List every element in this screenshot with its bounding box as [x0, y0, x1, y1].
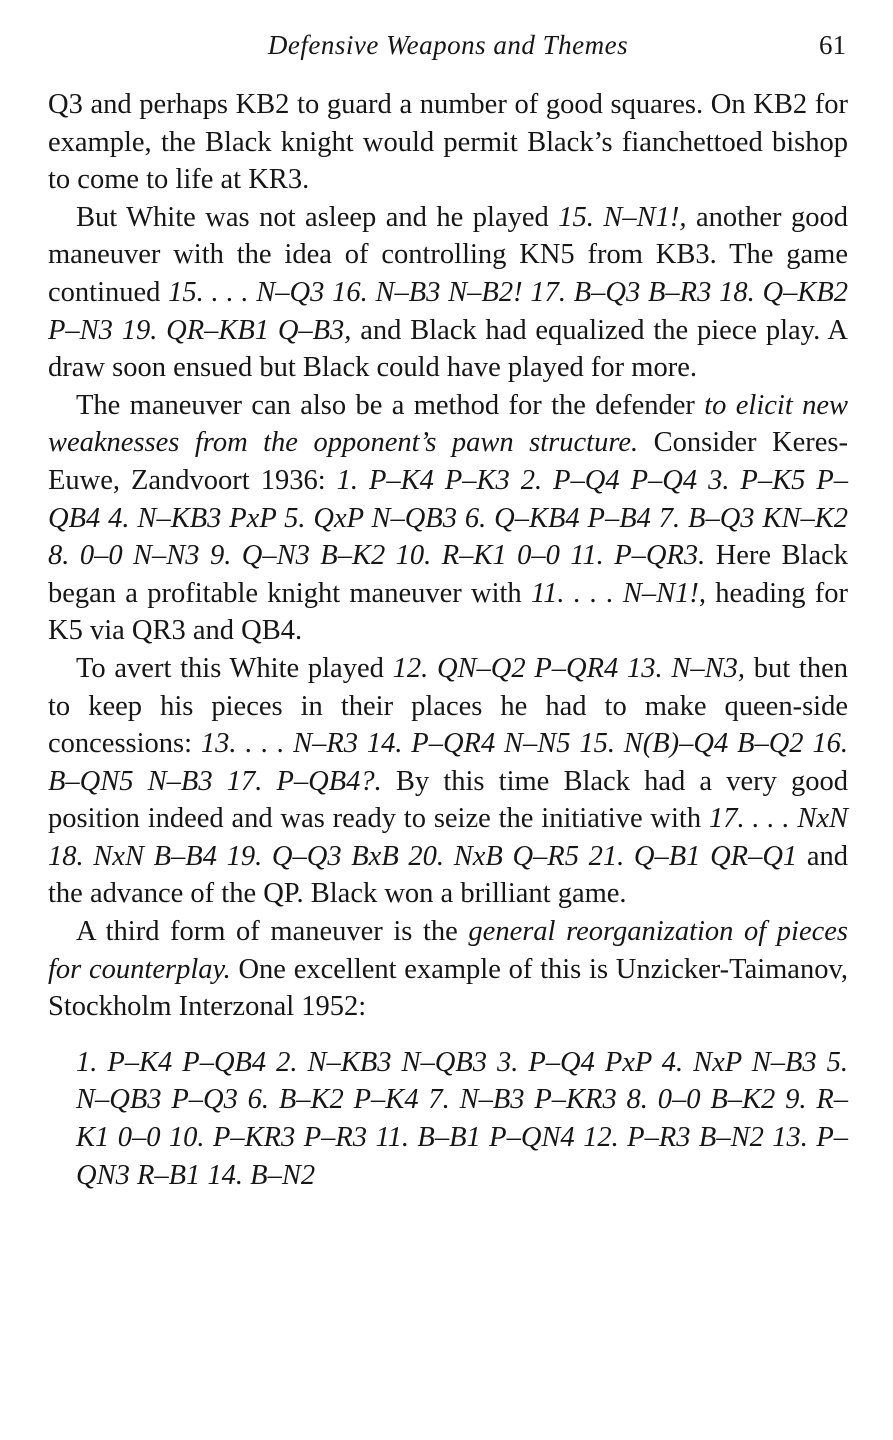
text-run: Q3 and perhaps KB2 to guard a number of good squares. On KB2 for example, the Black knight would permit Black’s fianchettoed bishop to come to life at KR3.	[48, 89, 848, 196]
paragraph-3	[48, 387, 848, 650]
move-notation: 15. . . . N–Q3 16. N–B3 N–B2! 17. B–Q3 B–R3 18. Q–KB2 P–N3 19. QR–KB1 Q–B3,	[48, 276, 848, 346]
move-notation: 15. N–N1!,	[558, 201, 687, 233]
move-notation: 1. P–K4 P–K3 2. P–Q4 P–Q4 3. P–K5 P–QB4 4. N–KB3 PxP 5. QxP N–QB3 6. Q–KB4 P–B4 7. B–Q3 KN–K2 8. 0–0 N–N3 9. Q–N3 B–K2 10. R–K1 0–0 11. P–QR3.	[48, 464, 848, 572]
paragraph-1	[48, 86, 848, 199]
paragraph-2	[48, 199, 848, 387]
text-run: and the advance of the QP. Black won a brilliant game.	[48, 840, 848, 910]
move-notation: 11. . . . N–N1!,	[530, 577, 707, 609]
body-text	[48, 86, 848, 1194]
text-run: The maneuver can also be a method for the defender	[76, 389, 705, 421]
page-number: 61	[819, 30, 846, 60]
paragraph-4	[48, 650, 848, 913]
text-run: Consider Keres-Euwe, Zandvoort 1936:	[48, 427, 848, 496]
text-run: But White was not asleep and he played	[76, 201, 559, 233]
text-run: To avert this White played	[76, 652, 393, 684]
emphasis: to elicit new weaknesses from the opponent’s pawn structure.	[48, 389, 848, 459]
book-page	[48, 22, 849, 1191]
move-notation: 17. . . . NxN 18. NxN B–B4 19. Q–Q3 BxB 20. NxB Q–R5 21. Q–B1 QR–Q1	[48, 803, 849, 872]
text-run: One excellent example of this is Unzicker-Taimanov, Stockholm Interzonal 1952:	[48, 953, 848, 1023]
text-run: but then to keep his pieces in their places he had to make queen-side concessions:	[48, 652, 848, 760]
game-score: 1. P–K4 P–QB4 2. N–KB3 N–QB3 3. P–Q4 PxP 4. NxP N–B3 5. N–QB3 P–Q3 6. B–K2 P–K4 7. N–B3 P–KR3 8. 0–0 B–K2 9. R–K1 0–0 10. P–KR3 P–R3 11. B–B1 P–QN4 12. P–R3 B–N2 13. P–QN3 R–B1 14. B–N2	[76, 1046, 848, 1191]
move-notation: 13. . . . N–R3 14. P–QR4 N–N5 15. N(B)–Q4 B–Q2 16. B–QN5 N–B3 17. P–QB4?.	[48, 728, 848, 797]
text-run: A third form of maneuver is the	[76, 916, 469, 948]
running-title: Defensive Weapons and Themes	[267, 30, 629, 60]
text-run: another good maneuver with the idea of controlling KN5 from KB3. The game continued	[48, 201, 848, 308]
text-run: By this time Black had a very good position indeed and was ready to seize the initiative with	[48, 765, 848, 835]
running-head	[48, 22, 848, 74]
text-run: and Black had equalized the piece play. A draw soon ensued but Black could have played for more.	[48, 314, 848, 384]
move-notation: 12. QN–Q2 P–QR4 13. N–N3,	[392, 652, 746, 684]
text-run: heading for K5 via QR3 and QB4.	[48, 577, 848, 647]
paragraph-5	[48, 913, 848, 1026]
emphasis: general reorganization of pieces for counterplay.	[48, 916, 848, 985]
text-run: Here Black began a profitable knight maneuver with	[48, 540, 848, 609]
